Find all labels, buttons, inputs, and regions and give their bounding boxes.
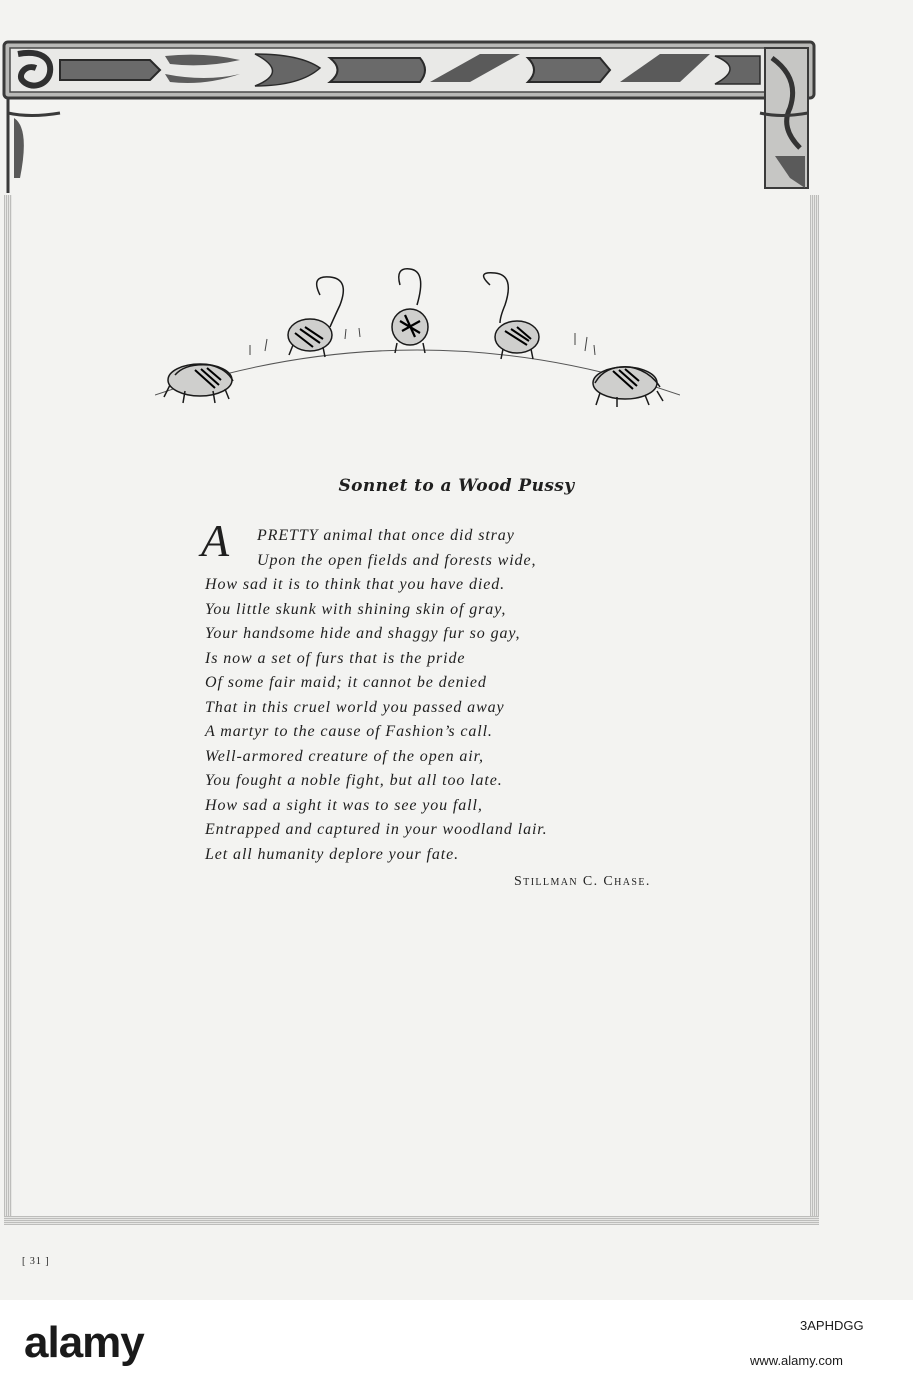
art-nouveau-header-ornament: [0, 38, 830, 198]
poem-line-6: Is now a set of furs that is the pride: [205, 649, 466, 667]
poem-title: Sonnet to a Wood Pussy: [338, 476, 575, 496]
poem-body: [201, 515, 725, 867]
poem-line-8: That in this cruel world you passed away: [205, 698, 505, 716]
poem-line-2: Upon the open fields and forests wide,: [257, 551, 537, 569]
poem-line-14: Let all humanity deplore your fate.: [205, 845, 459, 863]
poem-line-4: You little skunk with shining skin of gray,: [205, 600, 507, 618]
poem-line-11: You fought a noble fight, but all too late.: [205, 772, 503, 789]
stock-image-id: 3APHDGG: [800, 1318, 864, 1333]
stock-logo: alamy: [24, 1318, 144, 1367]
poem-line-1-text: PRETTY animal that once did stray: [257, 527, 515, 544]
left-border-rule: [4, 195, 12, 1225]
poem-line-12: How sad a sight it was to see you fall,: [205, 796, 483, 814]
poem-line-5: Your handsome hide and shaggy fur so gay,: [205, 625, 521, 642]
skunks-on-hill-illustration: [155, 265, 680, 425]
right-border-rule: [810, 195, 819, 1225]
poem-line-3: How sad it is to think that you have died.: [205, 576, 505, 593]
poem-line-10: Well-armored creature of the open air,: [205, 747, 484, 765]
bottom-border-rule: [4, 1216, 819, 1225]
poem-line-7: Of some fair maid; it cannot be denied: [205, 674, 487, 691]
skunk-tail-up-center: [392, 269, 428, 353]
drop-cap: A: [201, 515, 230, 566]
poem-line-13: Entrapped and captured in your woodland lair.: [205, 821, 548, 838]
stock-url: www.alamy.com: [750, 1353, 843, 1368]
skunk-left-walking: [164, 364, 233, 403]
skunk-tail-up-1: [288, 277, 343, 357]
skunk-tail-up-2: [484, 273, 539, 359]
poem-author: Stillman C. Chase.: [514, 874, 651, 889]
poem-line-9: A martyr to the cause of Fashion’s call.: [205, 723, 493, 740]
skunk-right-walking: [593, 367, 663, 407]
page-number: [ 31 ]: [22, 1256, 50, 1267]
